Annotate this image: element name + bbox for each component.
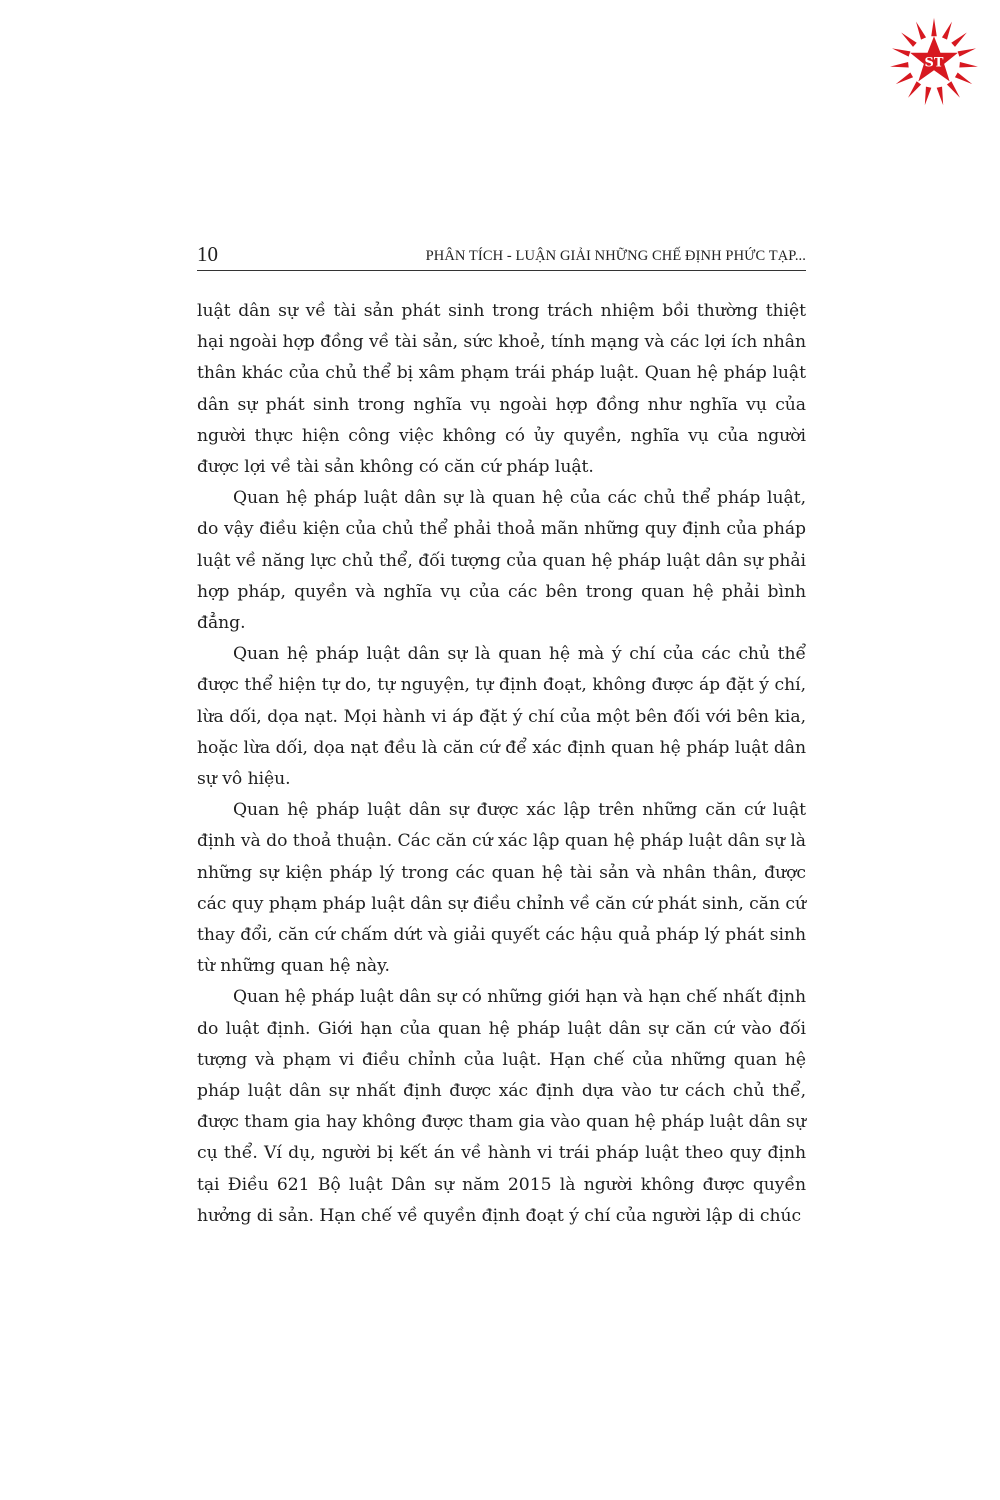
running-header: [197, 240, 806, 271]
running-title: PHÂN TÍCH - LUẬN GIẢI NHỮNG CHẾ ĐỊNH PHỨC TẠP...: [425, 248, 806, 264]
paragraph: Quan hệ pháp luật dân sự là quan hệ của các chủ thể pháp luật, do vậy điều kiện của chủ thể phải thoả mãn những quy định của pháp luật về năng lực chủ thể, đối tượng của quan hệ pháp luật dân sự phải hợp pháp, quyền và nghĩa vụ của các bên trong quan hệ phải bình đẳng.: [197, 488, 806, 634]
paragraph: Quan hệ pháp luật dân sự có những giới hạn và hạn chế nhất định do luật định. Giới hạn của quan hệ pháp luật dân sự căn cứ vào đối tượng và phạm vi điều chỉnh của luật. Hạn chế của những quan hệ pháp luật dân sự nhất định được xác định dựa vào tư cách chủ thể, được tham gia hay không được tham gia vào quan hệ pháp luật dân sự cụ thể. Ví dụ, người bị kết án về hành vi trái pháp luật theo quy định tại Điều 621 Bộ luật Dân sự năm 2015 là người không được quyền hưởng di sản. Hạn chế về quyền định đoạt ý chí của người lập di chúc: [197, 987, 806, 1226]
body-text: [197, 296, 806, 1232]
page-number: 10: [197, 242, 218, 266]
publisher-star-logo-icon: [888, 16, 980, 108]
publisher-logo: [888, 16, 980, 108]
paragraph: Quan hệ pháp luật dân sự được xác lập trên những căn cứ luật định và do thoả thuận. Các căn cứ xác lập quan hệ pháp luật dân sự là những sự kiện pháp lý trong các quan hệ tài sản và nhân thân, được các quy phạm pháp luật dân sự điều chỉnh về căn cứ phát sinh, căn cứ thay đổi, căn cứ chấm dứt và giải quyết các hậu quả pháp lý phát sinh từ những quan hệ này.: [197, 800, 806, 977]
paragraph: Quan hệ pháp luật dân sự là quan hệ mà ý chí của các chủ thể được thể hiện tự do, tự nguyện, tự định đoạt, không được áp đặt ý chí, lừa dối, dọa nạt. Mọi hành vi áp đặt ý chí của một bên đối với bên kia, hoặc lừa dối, dọa nạt đều là căn cứ để xác định quan hệ pháp luật dân sự vô hiệu.: [197, 644, 806, 790]
paragraph: luật dân sự về tài sản phát sinh trong trách nhiệm bồi thường thiệt hại ngoài hợp đồng về tài sản, sức khoẻ, tính mạng và các lợi ích nhân thân khác của chủ thể bị xâm phạm trái pháp luật. Quan hệ pháp luật dân sự phát sinh trong nghĩa vụ ngoài hợp đồng như nghĩa vụ của người thực hiện công việc không có ủy quyền, nghĩa vụ của người được lợi về tài sản không có căn cứ pháp luật.: [197, 301, 806, 478]
svg-text:ST: ST: [924, 55, 944, 71]
